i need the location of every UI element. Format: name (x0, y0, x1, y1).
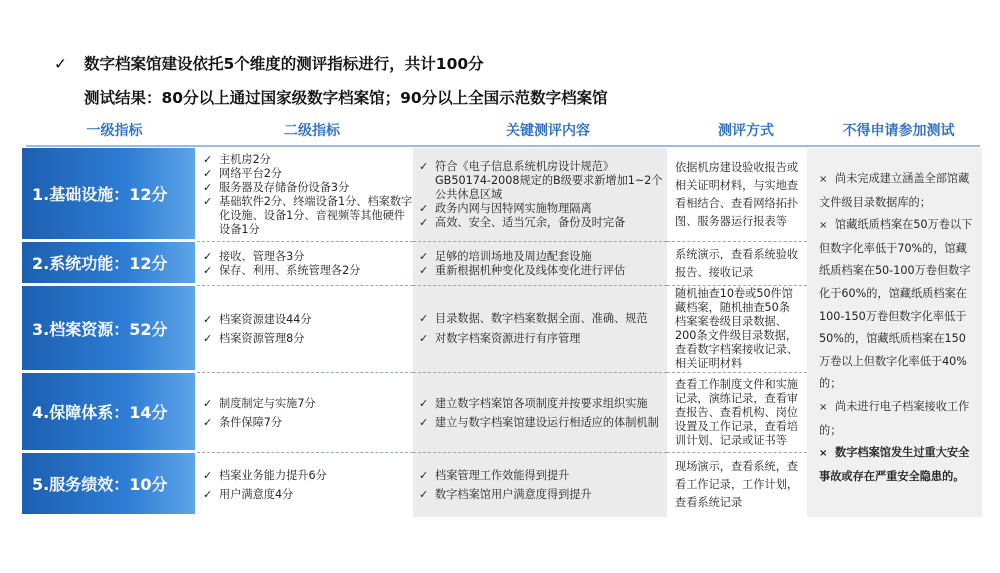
check-icon: ✓ (203, 396, 213, 410)
header-level1: 一级指标 (86, 123, 143, 139)
exclusion-panel (807, 148, 982, 517)
list-item: ✓ 对数字档案资源进行有序管理 (419, 332, 581, 345)
check-icon: ✓ (419, 488, 429, 501)
check-icon: ✓ (203, 313, 213, 326)
table-row (22, 286, 807, 373)
check-icon: ✓ (203, 263, 213, 277)
method-text: 查看工作制度文件和实施记录，演练记录，查看审查报告、查看机构、岗位设置及工作记录，查看培训计划、记录或证书等 (675, 377, 799, 447)
cross-icon: × (819, 401, 828, 413)
level1-cell: 4.保障体系：14分 (22, 373, 195, 450)
content-cell (413, 453, 667, 517)
check-icon: ✓ (203, 194, 213, 208)
list-item: ✓ 数字档案馆用户满意度得到提升 (419, 485, 667, 504)
list-item: ✓ 档案管理工作效能得到提升 (419, 466, 667, 485)
check-icon: ✓ (203, 249, 213, 263)
list-item: ✓ 建立数字档案馆各项制度并按要求组织实施 (419, 394, 667, 413)
list-item: ✓ 保存、利用、系统管理各2分 (203, 263, 361, 277)
summary-line-2: 测试结果：80分以上通过国家级数字档案馆；90分以上全国示范数字档案馆 (84, 89, 608, 107)
method-cell (667, 148, 807, 242)
level2-cell (197, 148, 413, 242)
check-icon: ✓ (419, 215, 429, 229)
content-cell (413, 148, 667, 242)
exclusion-item: × 数字档案馆发生过重大安全事故或存在严重安全隐患的。 (819, 442, 974, 488)
list-item: ✓ 符合《电子信息系统机房设计规范》GB50174-2008规定的B级要求新增加1~2个公共休息区域 (419, 159, 663, 201)
method-text: 依据机房建设验收报告或相关证明材料，与实地查看相结合、查看网络拓扑图、服务器运行报表等 (675, 160, 799, 228)
check-icon: ✓ (419, 263, 429, 277)
check-icon: ✓ (419, 332, 429, 345)
header-exclusion: 不得申请参加测试 (842, 123, 955, 139)
list-item: ✓ 重新根据机种变化及线体变化进行评估 (419, 263, 626, 277)
level2-cell (197, 453, 413, 517)
level1-cell: 1.基础设施：12分 (22, 148, 195, 239)
list-item: ✓ 网络平台2分 (203, 166, 283, 180)
list-item: ✓ 政务内网与因特网实施物理隔离 (419, 201, 592, 215)
method-cell (667, 242, 807, 286)
exclusion-item: × 尚未进行电子档案接收工作的； (819, 396, 974, 442)
list-item: ✓ 制度制定与实施7分 (203, 394, 413, 413)
check-icon: ✓ (419, 396, 429, 410)
list-item: ✓ 档案业务能力提升6分 (203, 466, 413, 485)
list-item: ✓ 服务器及存储备份设备3分 (203, 180, 350, 194)
header-method: 测评方式 (718, 123, 774, 139)
cross-icon: × (819, 448, 828, 460)
table-row (22, 242, 807, 286)
level2-cell (197, 242, 413, 286)
check-icon: ✓ (203, 180, 213, 194)
cross-icon: × (819, 174, 828, 185)
list-item: ✓ 目录数据、数字档案数据全面、准确、规范 (419, 312, 648, 325)
header-content: 关键测评内容 (506, 123, 590, 139)
content-cell (413, 373, 667, 453)
level2-cell (197, 286, 413, 373)
method-text: 随机抽查10卷或50件馆藏档案，随机抽查50条档案案卷级目录数据、200条文件级目录数据，查看数字档案接收记录、相关证明材料 (675, 287, 799, 370)
check-icon: ✓ (419, 159, 429, 173)
check-icon: ✓ (203, 152, 213, 166)
exclusion-item: × 馆藏纸质档案在50万卷以下但数字化率低于70%的，馆藏纸质档案在50-100万卷但数字化于60%的，馆藏纸质档案在100-150万卷但数字化率低于50%的，馆藏纸质档案在150万卷以上但数字化率低于40%的； (819, 214, 974, 396)
header-level2: 二级指标 (284, 123, 340, 139)
level1-cell: 2.系统功能：12分 (22, 242, 195, 283)
list-item: ✓ 基础软件2分、终端设备1分、档案数字化设施、设备1分、音视频等其他硬件设备1分 (203, 194, 413, 236)
cross-icon: × (819, 220, 828, 232)
method-text: 系统演示，查看系统验收报告、接收记录 (675, 247, 799, 279)
level2-cell (197, 373, 413, 453)
method-cell (667, 286, 807, 373)
check-icon: ✓ (419, 312, 429, 325)
list-item: ✓ 用户满意度4分 (203, 485, 413, 504)
check-icon: ✓ (419, 415, 429, 429)
check-icon: ✓ (203, 415, 213, 429)
summary-text-1: 数字档案馆建设依托5个维度的测评指标进行，共计100分 (84, 55, 484, 73)
list-item: ✓ 档案资源管理8分 (203, 329, 413, 348)
list-item: ✓ 高效、安全、适当冗余，备份及时完备 (419, 215, 626, 229)
content-cell (413, 242, 667, 286)
table-row (22, 148, 807, 242)
check-icon: ✓ (419, 469, 429, 482)
exclusion-item: × 尚未完成建立涵盖全部馆藏文件级目录数据库的； (819, 168, 974, 214)
list-item: ✓ 建立与数字档案馆建设运行相适应的体制机制 (419, 413, 667, 432)
table-row (22, 453, 807, 517)
method-text: 现场演示，查看系统，查看工作记录，工作计划，查看系统记录 (675, 460, 799, 509)
list-item: ✓ 足够的培训场地及周边配套设施 (419, 249, 592, 263)
method-cell (667, 373, 807, 453)
summary-line-1 (54, 52, 484, 74)
check-icon: ✓ (419, 201, 429, 215)
check-icon: ✓ (54, 55, 67, 73)
content-cell (413, 286, 667, 373)
evaluation-table (22, 148, 982, 517)
check-icon: ✓ (203, 332, 213, 345)
table-row (22, 373, 807, 453)
list-item: ✓ 条件保障7分 (203, 413, 413, 432)
check-icon: ✓ (203, 469, 213, 482)
list-item: ✓ 档案资源建设44分 (203, 310, 413, 329)
table-header (26, 119, 980, 147)
list-item: ✓ 主机房2分 (203, 152, 271, 166)
check-icon: ✓ (203, 166, 213, 180)
check-icon: ✓ (419, 249, 429, 263)
level1-cell: 3.档案资源：52分 (22, 286, 195, 370)
level1-cell: 5.服务绩效：10分 (22, 453, 195, 514)
method-cell (667, 453, 807, 517)
list-item: ✓ 接收、管理各3分 (203, 249, 305, 263)
check-icon: ✓ (203, 488, 213, 501)
